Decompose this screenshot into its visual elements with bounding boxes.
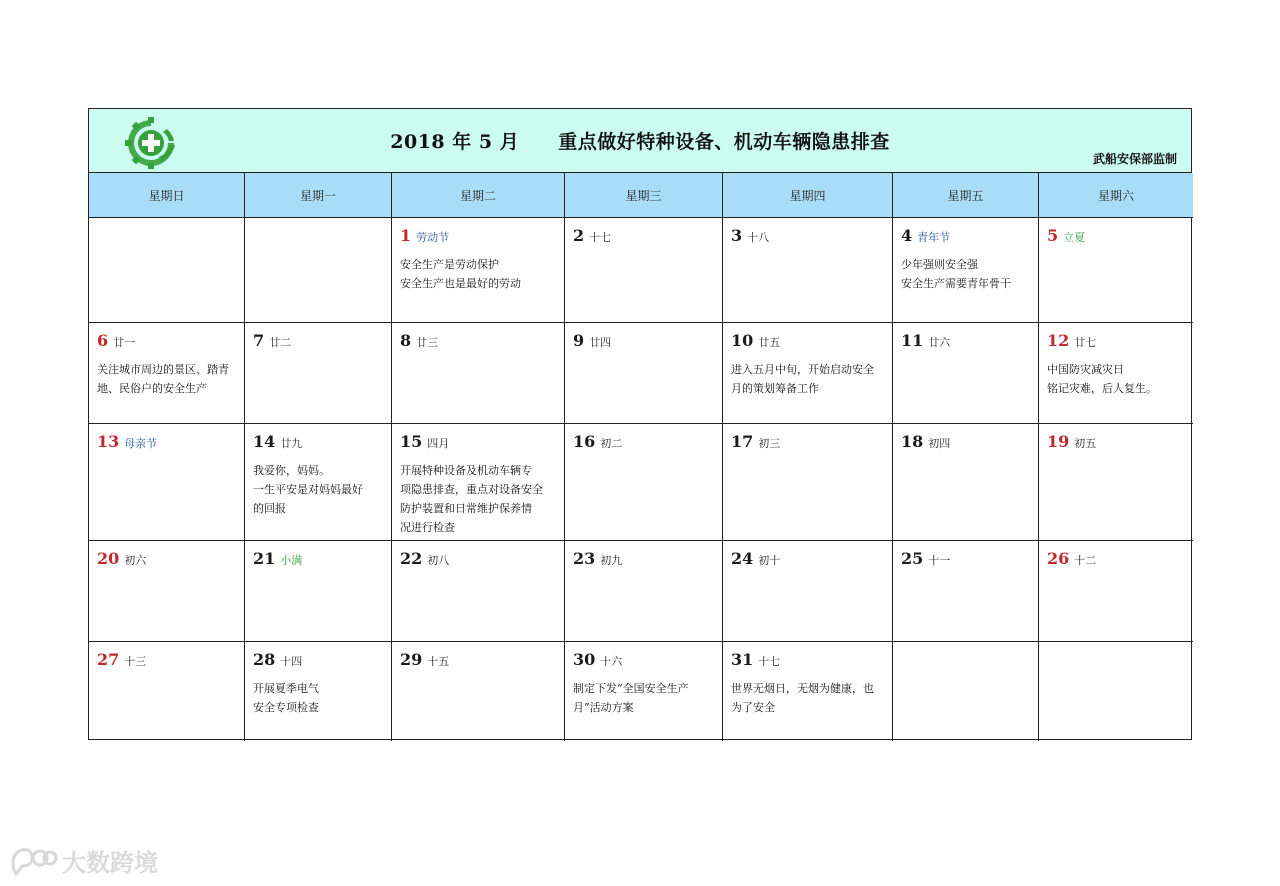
day-notes bbox=[253, 461, 391, 518]
day-cell bbox=[893, 424, 1039, 541]
watermark-text: 大数跨境 bbox=[62, 849, 158, 877]
day-notes bbox=[1047, 360, 1193, 398]
day-number: 31 bbox=[731, 650, 754, 669]
note-line: 月的策划筹备工作 bbox=[731, 382, 819, 395]
note-line: 进入五月中旬，开始启动安全 bbox=[731, 363, 874, 376]
note-line: 安全专项检查 bbox=[253, 701, 319, 714]
day-cell bbox=[392, 424, 565, 541]
lunar-date: 初八 bbox=[427, 554, 450, 567]
weekday-header: 星期六 bbox=[1039, 173, 1193, 218]
day-heading bbox=[253, 650, 391, 672]
lunar-date: 十五 bbox=[427, 655, 450, 668]
day-number: 16 bbox=[573, 432, 596, 451]
note-line: 我爱你，妈妈。 bbox=[253, 464, 330, 477]
day-number: 20 bbox=[97, 549, 120, 568]
day-cell bbox=[723, 541, 893, 642]
day-heading bbox=[400, 549, 564, 571]
day-number: 9 bbox=[573, 331, 585, 350]
day-heading bbox=[901, 549, 1038, 571]
day-cell bbox=[89, 541, 245, 642]
day-notes bbox=[901, 255, 1038, 293]
day-cell bbox=[1039, 541, 1193, 642]
day-number: 2 bbox=[573, 226, 585, 245]
day-notes bbox=[400, 255, 564, 293]
day-number: 18 bbox=[901, 432, 924, 451]
day-number: 22 bbox=[400, 549, 423, 568]
day-cell bbox=[392, 218, 565, 323]
lunar-date: 四月 bbox=[427, 437, 450, 450]
weekday-header: 星期四 bbox=[723, 173, 893, 218]
day-number: 12 bbox=[1047, 331, 1070, 350]
day-notes bbox=[400, 461, 564, 537]
day-cell bbox=[392, 642, 565, 741]
day-cell bbox=[1039, 424, 1193, 541]
day-heading bbox=[1047, 549, 1193, 571]
day-heading bbox=[573, 226, 722, 248]
day-number: 26 bbox=[1047, 549, 1070, 568]
page-title: 2018 年 5 月 重点做好特种设备、机动车辆隐患排查 bbox=[390, 131, 890, 153]
lunar-date: 廿三 bbox=[416, 336, 439, 349]
day-heading bbox=[573, 432, 722, 454]
day-number: 8 bbox=[400, 331, 412, 350]
day-heading bbox=[901, 331, 1038, 353]
lunar-date: 初十 bbox=[758, 554, 781, 567]
note-line: 世界无烟日，无烟为健康，也 bbox=[731, 682, 874, 695]
lunar-date: 初五 bbox=[1074, 437, 1097, 450]
note-line: 防护装置和日常维护保养情 bbox=[400, 502, 532, 515]
weekday-header: 星期五 bbox=[893, 173, 1039, 218]
note-line: 的回报 bbox=[253, 502, 286, 515]
day-heading bbox=[400, 432, 564, 454]
day-cell bbox=[245, 323, 392, 424]
day-number: 1 bbox=[400, 226, 412, 245]
day-heading bbox=[573, 650, 722, 672]
note-line: 安全生产也是最好的劳动 bbox=[400, 277, 521, 290]
day-cell bbox=[723, 642, 893, 741]
note-line: 开展特种设备及机动车辆专 bbox=[400, 464, 532, 477]
lunar-date: 十一 bbox=[928, 554, 951, 567]
day-cell bbox=[245, 424, 392, 541]
lunar-date: 初六 bbox=[124, 554, 147, 567]
note-line: 一生平安是对妈妈最好 bbox=[253, 483, 363, 496]
note-line: 地、民俗户的安全生产 bbox=[97, 382, 207, 395]
day-number: 25 bbox=[901, 549, 924, 568]
lunar-date: 廿七 bbox=[1074, 336, 1097, 349]
solar-term-label: 小满 bbox=[280, 554, 303, 567]
festival-label: 母亲节 bbox=[124, 437, 158, 450]
day-heading bbox=[400, 331, 564, 353]
day-cell bbox=[245, 642, 392, 741]
lunar-date: 十七 bbox=[758, 655, 781, 668]
weekday-header: 星期日 bbox=[89, 173, 245, 218]
day-number: 7 bbox=[253, 331, 265, 350]
day-number: 4 bbox=[901, 226, 913, 245]
day-heading bbox=[97, 432, 244, 454]
day-notes bbox=[97, 360, 244, 398]
lunar-date: 初三 bbox=[758, 437, 781, 450]
watermark bbox=[8, 843, 158, 878]
day-number: 14 bbox=[253, 432, 276, 451]
lunar-date: 十三 bbox=[124, 655, 147, 668]
day-number: 21 bbox=[253, 549, 276, 568]
day-number: 15 bbox=[400, 432, 423, 451]
day-heading bbox=[253, 549, 391, 571]
note-line: 况进行检查 bbox=[400, 521, 455, 534]
note-line: 关注城市周边的景区、踏青 bbox=[97, 363, 229, 376]
lunar-date: 十四 bbox=[280, 655, 303, 668]
lunar-date: 廿一 bbox=[113, 336, 136, 349]
day-heading bbox=[1047, 331, 1193, 353]
day-heading bbox=[573, 549, 722, 571]
day-heading bbox=[901, 432, 1038, 454]
day-cell bbox=[1039, 323, 1193, 424]
calendar-table bbox=[88, 108, 1192, 740]
issuer-label: 武船安保部监制 bbox=[1092, 152, 1177, 166]
festival-label: 青年节 bbox=[917, 231, 951, 244]
calendar-header bbox=[89, 109, 1191, 173]
day-heading bbox=[400, 226, 564, 248]
note-line: 铭记灾难，后人复生。 bbox=[1047, 382, 1157, 395]
day-notes bbox=[731, 679, 892, 717]
lunar-date: 廿四 bbox=[589, 336, 612, 349]
day-number: 17 bbox=[731, 432, 754, 451]
day-cell bbox=[392, 541, 565, 642]
day-cell bbox=[89, 424, 245, 541]
day-heading bbox=[97, 549, 244, 571]
weekday-header: 星期二 bbox=[392, 173, 565, 218]
weekday-header: 星期三 bbox=[565, 173, 723, 218]
festival-label: 劳动节 bbox=[416, 231, 450, 244]
day-cell bbox=[565, 642, 723, 741]
note-line: 中国防灾减灾日 bbox=[1047, 363, 1124, 376]
day-number: 6 bbox=[97, 331, 109, 350]
day-cell bbox=[723, 424, 893, 541]
day-heading bbox=[97, 331, 244, 353]
day-heading bbox=[901, 226, 1038, 248]
day-cell bbox=[893, 323, 1039, 424]
day-heading bbox=[731, 331, 892, 353]
day-number: 11 bbox=[901, 331, 924, 350]
lunar-date: 初九 bbox=[600, 554, 623, 567]
empty-day-cell bbox=[89, 218, 245, 323]
day-number: 19 bbox=[1047, 432, 1070, 451]
day-cell bbox=[565, 218, 723, 323]
day-cell bbox=[565, 541, 723, 642]
empty-day-cell bbox=[1039, 642, 1193, 741]
lunar-date: 初二 bbox=[600, 437, 623, 450]
day-number: 13 bbox=[97, 432, 120, 451]
day-number: 10 bbox=[731, 331, 754, 350]
day-heading bbox=[253, 432, 391, 454]
lunar-date: 十八 bbox=[747, 231, 770, 244]
day-number: 23 bbox=[573, 549, 596, 568]
day-notes bbox=[731, 360, 892, 398]
day-cell bbox=[392, 323, 565, 424]
day-cell bbox=[245, 541, 392, 642]
day-heading bbox=[731, 650, 892, 672]
day-heading bbox=[400, 650, 564, 672]
lunar-date: 初四 bbox=[928, 437, 951, 450]
day-heading bbox=[97, 650, 244, 672]
day-heading bbox=[731, 549, 892, 571]
day-cell bbox=[565, 323, 723, 424]
day-number: 5 bbox=[1047, 226, 1059, 245]
day-notes bbox=[573, 679, 722, 717]
day-cell bbox=[723, 323, 893, 424]
lunar-date: 廿二 bbox=[269, 336, 292, 349]
day-cell bbox=[89, 323, 245, 424]
empty-day-cell bbox=[245, 218, 392, 323]
day-number: 29 bbox=[400, 650, 423, 669]
day-cell bbox=[893, 541, 1039, 642]
lunar-date: 廿九 bbox=[280, 437, 303, 450]
lunar-date: 十二 bbox=[1074, 554, 1097, 567]
note-line: 月”活动方案 bbox=[573, 701, 634, 714]
lunar-date: 十七 bbox=[589, 231, 612, 244]
day-cell bbox=[723, 218, 893, 323]
day-cell bbox=[89, 642, 245, 741]
note-line: 少年强则安全强 bbox=[901, 258, 978, 271]
day-cell bbox=[565, 424, 723, 541]
day-heading bbox=[731, 432, 892, 454]
day-heading bbox=[731, 226, 892, 248]
lunar-date: 廿五 bbox=[758, 336, 781, 349]
day-heading bbox=[1047, 226, 1193, 248]
day-heading bbox=[1047, 432, 1193, 454]
day-number: 27 bbox=[97, 650, 120, 669]
note-line: 项隐患排查，重点对设备安全 bbox=[400, 483, 543, 496]
weekday-header: 星期一 bbox=[245, 173, 392, 218]
note-line: 为了安全 bbox=[731, 701, 775, 714]
day-cell bbox=[1039, 218, 1193, 323]
day-number: 30 bbox=[573, 650, 596, 669]
day-number: 24 bbox=[731, 549, 754, 568]
day-heading bbox=[573, 331, 722, 353]
note-line: 安全生产是劳动保护 bbox=[400, 258, 499, 271]
day-notes bbox=[253, 679, 391, 717]
day-number: 28 bbox=[253, 650, 276, 669]
note-line: 制定下发“全国安全生产 bbox=[573, 682, 689, 695]
day-number: 3 bbox=[731, 226, 743, 245]
chat-bubble-logo-icon bbox=[8, 844, 58, 878]
note-line: 安全生产需要青年骨干 bbox=[901, 277, 1011, 290]
solar-term-label: 立夏 bbox=[1063, 231, 1086, 244]
day-heading bbox=[253, 331, 391, 353]
empty-day-cell bbox=[893, 642, 1039, 741]
note-line: 开展夏季电气 bbox=[253, 682, 319, 695]
day-cell bbox=[893, 218, 1039, 323]
lunar-date: 廿六 bbox=[928, 336, 951, 349]
lunar-date: 十六 bbox=[600, 655, 623, 668]
